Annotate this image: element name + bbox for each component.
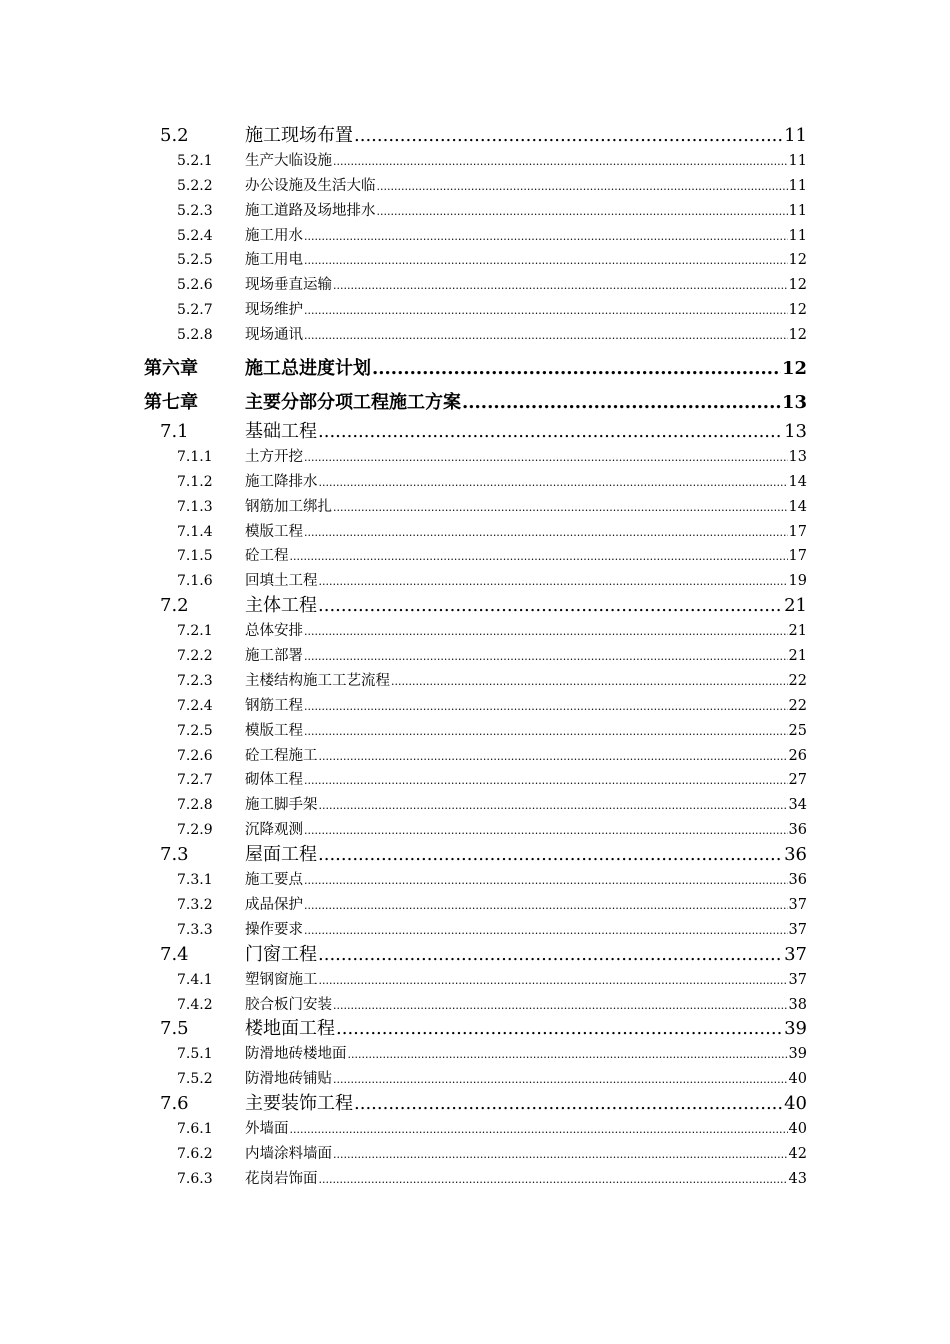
- toc-subsection-entry[interactable]: [0, 694, 950, 719]
- toc-section-entry[interactable]: [0, 1092, 950, 1117]
- toc-dot-leader: [318, 420, 783, 445]
- toc-entry-number: 7.1: [160, 421, 189, 443]
- toc-entry-number: 7.3.1: [177, 872, 213, 889]
- toc-entry-number: 7.5: [160, 1018, 189, 1040]
- toc-entry-body: [245, 248, 807, 274]
- toc-entry-number: 7.6.2: [177, 1145, 213, 1162]
- toc-entry-page-number: 36: [788, 872, 807, 889]
- toc-entry-page-number: 36: [788, 822, 807, 839]
- toc-entry-page-number: 11: [784, 125, 807, 146]
- toc-entry-page-number: 11: [788, 202, 807, 219]
- toc-subsection-entry[interactable]: [0, 768, 950, 793]
- toc-entry-title: 主要装饰工程: [245, 1093, 353, 1115]
- toc-entry-page-number: 37: [784, 943, 807, 965]
- toc-entry-number: 7.5.1: [177, 1046, 213, 1063]
- toc-dot-leader: [304, 299, 788, 324]
- toc-dot-leader: [304, 225, 788, 250]
- toc-entry-body: [245, 1042, 807, 1068]
- toc-entry-number: 7.4.2: [177, 996, 213, 1013]
- toc-entry-page-number: 17: [788, 548, 807, 565]
- toc-subsection-entry[interactable]: [0, 968, 950, 993]
- toc-entry-title: 主体工程: [245, 595, 317, 617]
- toc-dot-leader: [304, 869, 788, 894]
- toc-dot-leader: [318, 594, 783, 619]
- toc-entry-body: [245, 943, 807, 968]
- toc-entry-number: 7.2.4: [177, 697, 213, 714]
- toc-entry-page-number: 40: [788, 1071, 807, 1088]
- toc-entry-title: 施工降排水: [245, 473, 318, 490]
- toc-entry-body: [245, 1167, 807, 1193]
- toc-subsection-entry[interactable]: [0, 298, 950, 323]
- toc-entry-page-number: 42: [788, 1145, 807, 1162]
- toc-entry-page-number: 11: [788, 177, 807, 194]
- toc-entry-number: 7.1.5: [177, 548, 213, 565]
- toc-entry-title: 砼工程: [245, 548, 289, 565]
- toc-subsection-entry[interactable]: [0, 248, 950, 273]
- toc-entry-title: 土方开挖: [245, 448, 303, 465]
- toc-entry-title: 主楼结构施工工艺流程: [245, 672, 390, 689]
- toc-dot-leader: [318, 943, 783, 968]
- toc-section-entry[interactable]: [0, 943, 950, 968]
- toc-entry-number: 7.3.2: [177, 896, 213, 913]
- toc-entry-title: 施工总进度计划: [245, 358, 371, 380]
- toc-entry-body: [245, 174, 807, 200]
- toc-entry-number: 5.2.1: [177, 152, 213, 169]
- toc-dot-leader: [304, 919, 788, 944]
- toc-entry-title: 现场垂直运输: [245, 277, 332, 294]
- toc-entry-body: [245, 644, 807, 670]
- toc-entry-body: [245, 544, 807, 570]
- toc-entry-number: 7.6.1: [177, 1120, 213, 1137]
- toc-entry-page-number: 12: [788, 277, 807, 294]
- toc-entry-page-number: 27: [788, 772, 807, 789]
- toc-entry-number: 7.1.2: [177, 473, 213, 490]
- toc-section-entry[interactable]: [0, 843, 950, 868]
- toc-entry-number: 7.1.3: [177, 498, 213, 515]
- toc-entry-title: 施工脚手架: [245, 797, 318, 814]
- toc-entry-body: [245, 1117, 807, 1143]
- toc-entry-number: 7.6: [160, 1093, 189, 1115]
- toc-subsection-entry[interactable]: [0, 323, 950, 348]
- toc-entry-number: 第六章: [144, 358, 198, 380]
- toc-subsection-entry[interactable]: [0, 199, 950, 224]
- toc-entry-body: [245, 520, 807, 546]
- toc-entry-title: 花岗岩饰面: [245, 1170, 318, 1187]
- toc-entry-body: [245, 323, 807, 349]
- toc-entry-body: [245, 719, 807, 745]
- toc-entry-number: 7.2.6: [177, 747, 213, 764]
- toc-dot-leader: [290, 1118, 788, 1143]
- toc-subsection-entry[interactable]: [0, 149, 950, 174]
- toc-entry-number: 7.3: [160, 844, 189, 866]
- toc-dot-leader: [333, 1068, 788, 1093]
- toc-entry-number: 第七章: [144, 392, 198, 414]
- toc-entry-title: 外墙面: [245, 1120, 289, 1137]
- toc-entry-title: 防滑地砖铺贴: [245, 1071, 332, 1088]
- toc-entry-number: 7.1.1: [177, 448, 213, 465]
- toc-dot-leader: [462, 386, 781, 420]
- toc-entry-body: [245, 124, 807, 149]
- toc-entry-title: 成品保护: [245, 896, 303, 913]
- toc-subsection-entry[interactable]: [0, 918, 950, 943]
- toc-entry-title: 门窗工程: [245, 943, 317, 965]
- toc-entry-number: 5.2.4: [177, 227, 213, 244]
- toc-subsection-entry[interactable]: [0, 893, 950, 918]
- toc-entry-title: 施工用水: [245, 227, 303, 244]
- toc-entry-page-number: 13: [784, 421, 807, 443]
- toc-entry-page-number: 12: [788, 252, 807, 269]
- toc-dot-leader: [348, 1043, 788, 1068]
- toc-entry-title: 防滑地砖楼地面: [245, 1046, 347, 1063]
- toc-entry-page-number: 37: [788, 921, 807, 938]
- toc-entry-body: [245, 619, 807, 645]
- toc-subsection-entry[interactable]: [0, 1067, 950, 1092]
- toc-entry-body: [245, 352, 807, 386]
- toc-entry-body: [245, 149, 807, 175]
- toc-entry-title: 沉降观测: [245, 822, 303, 839]
- toc-entry-page-number: 12: [788, 327, 807, 344]
- toc-subsection-entry[interactable]: [0, 544, 950, 569]
- toc-entry-page-number: 17: [788, 523, 807, 540]
- toc-entry-title: 现场维护: [245, 302, 303, 319]
- toc-entry-number: 7.2.1: [177, 623, 213, 640]
- toc-dot-leader: [304, 620, 788, 645]
- toc-dot-leader: [319, 745, 788, 770]
- toc-entry-title: 施工道路及场地排水: [245, 202, 376, 219]
- toc-dot-leader: [304, 446, 788, 471]
- toc-entry-title: 屋面工程: [245, 844, 317, 866]
- toc-entry-number: 7.1.6: [177, 573, 213, 590]
- toc-entry-page-number: 12: [788, 302, 807, 319]
- toc-dot-leader: [319, 570, 788, 595]
- toc-dot-leader: [304, 894, 788, 919]
- toc-entry-body: [245, 768, 807, 794]
- toc-entry-number: 7.2.2: [177, 648, 213, 665]
- toc-entry-number: 5.2.2: [177, 177, 213, 194]
- toc-entry-number: 7.2.8: [177, 797, 213, 814]
- toc-entry-number: 5.2.7: [177, 302, 213, 319]
- toc-entry-body: [245, 273, 807, 299]
- toc-subsection-entry[interactable]: [0, 868, 950, 893]
- toc-entry-title: 胶合板门安装: [245, 996, 332, 1013]
- toc-subsection-entry[interactable]: [0, 619, 950, 644]
- toc-entry-number: 7.1.4: [177, 523, 213, 540]
- toc-entry-title: 模版工程: [245, 523, 303, 540]
- toc-entry-title: 钢筋加工绑扎: [245, 498, 332, 515]
- toc-entry-page-number: 22: [788, 697, 807, 714]
- toc-dot-leader: [290, 545, 788, 570]
- toc-subsection-entry[interactable]: [0, 520, 950, 545]
- toc-dot-leader: [304, 645, 788, 670]
- toc-entry-number: 7.2.9: [177, 822, 213, 839]
- toc-dot-leader: [304, 324, 788, 349]
- toc-chapter-entry[interactable]: [0, 352, 950, 386]
- toc-dot-leader: [319, 969, 788, 994]
- toc-subsection-entry[interactable]: [0, 470, 950, 495]
- toc-entry-body: [245, 918, 807, 944]
- toc-entry-page-number: 43: [788, 1170, 807, 1187]
- toc-dot-leader: [333, 994, 788, 1019]
- toc-subsection-entry[interactable]: [0, 993, 950, 1018]
- toc-entry-body: [245, 1092, 807, 1117]
- toc-dot-leader: [318, 843, 783, 868]
- toc-entry-body: [245, 868, 807, 894]
- toc-subsection-entry[interactable]: [0, 569, 950, 594]
- toc-entry-number: 7.6.3: [177, 1170, 213, 1187]
- toc-subsection-entry[interactable]: [0, 445, 950, 470]
- toc-subsection-entry[interactable]: [0, 744, 950, 769]
- toc-entry-title: 塑钢窗施工: [245, 971, 318, 988]
- toc-subsection-entry[interactable]: [0, 793, 950, 818]
- toc-dot-leader: [336, 1017, 783, 1042]
- toc-entry-body: [245, 594, 807, 619]
- toc-entry-number: 7.4.1: [177, 971, 213, 988]
- toc-entry-title: 钢筋工程: [245, 697, 303, 714]
- toc-entry-number: 7.5.2: [177, 1071, 213, 1088]
- toc-dot-leader: [304, 720, 788, 745]
- toc-entry-page-number: 25: [788, 722, 807, 739]
- toc-entry-page-number: 37: [788, 971, 807, 988]
- toc-section-entry[interactable]: [0, 1017, 950, 1042]
- toc-dot-leader: [377, 200, 788, 225]
- toc-dot-leader: [354, 1092, 783, 1117]
- toc-dot-leader: [391, 670, 788, 695]
- toc-entry-title: 施工部署: [245, 648, 303, 665]
- toc-section-entry[interactable]: [0, 594, 950, 619]
- toc-entry-body: [245, 199, 807, 225]
- table-of-contents: [0, 124, 950, 1192]
- toc-entry-number: 7.4: [160, 943, 189, 965]
- toc-entry-title: 楼地面工程: [245, 1018, 335, 1040]
- toc-subsection-entry[interactable]: [0, 719, 950, 744]
- toc-entry-page-number: 26: [788, 747, 807, 764]
- toc-entry-title: 砌体工程: [245, 772, 303, 789]
- toc-entry-number: 5.2: [160, 125, 189, 146]
- toc-entry-title: 操作要求: [245, 921, 303, 938]
- toc-entry-title: 砼工程施工: [245, 747, 318, 764]
- toc-entry-page-number: 21: [788, 623, 807, 640]
- toc-dot-leader: [333, 1143, 788, 1168]
- toc-entry-body: [245, 893, 807, 919]
- toc-entry-page-number: 14: [788, 473, 807, 490]
- toc-entry-page-number: 21: [788, 648, 807, 665]
- toc-subsection-entry[interactable]: [0, 1042, 950, 1067]
- toc-entry-number: 7.3.3: [177, 921, 213, 938]
- toc-entry-title: 基础工程: [245, 421, 317, 443]
- toc-subsection-entry[interactable]: [0, 1167, 950, 1192]
- toc-entry-body: [245, 694, 807, 720]
- toc-entry-number: 5.2.3: [177, 202, 213, 219]
- toc-subsection-entry[interactable]: [0, 495, 950, 520]
- toc-entry-page-number: 37: [788, 896, 807, 913]
- toc-section-entry[interactable]: [0, 420, 950, 445]
- toc-entry-title: 施工现场布置: [245, 125, 353, 146]
- toc-subsection-entry[interactable]: [0, 273, 950, 298]
- toc-subsection-entry[interactable]: [0, 1117, 950, 1142]
- toc-entry-page-number: 40: [784, 1093, 807, 1115]
- toc-dot-leader: [304, 249, 788, 274]
- toc-dot-leader: [304, 819, 788, 844]
- toc-entry-title: 内墙涂料墙面: [245, 1145, 332, 1162]
- toc-entry-page-number: 36: [784, 844, 807, 866]
- toc-dot-leader: [319, 794, 788, 819]
- toc-entry-number: 7.2.7: [177, 772, 213, 789]
- toc-entry-page-number: 11: [788, 227, 807, 244]
- toc-chapter-entry[interactable]: [0, 386, 950, 420]
- toc-entry-page-number: 40: [788, 1120, 807, 1137]
- toc-entry-number: 5.2.8: [177, 327, 213, 344]
- toc-dot-leader: [333, 150, 788, 175]
- toc-entry-number: 7.2.3: [177, 672, 213, 689]
- toc-entry-body: [245, 1067, 807, 1093]
- toc-subsection-entry[interactable]: [0, 818, 950, 843]
- toc-entry-page-number: 14: [788, 498, 807, 515]
- toc-section-entry[interactable]: [0, 124, 950, 149]
- toc-dot-leader: [304, 521, 788, 546]
- toc-entry-page-number: 11: [788, 152, 807, 169]
- toc-entry-page-number: 39: [784, 1018, 807, 1040]
- toc-dot-leader: [319, 1168, 788, 1193]
- toc-entry-title: 模版工程: [245, 722, 303, 739]
- toc-dot-leader: [319, 471, 788, 496]
- toc-entry-page-number: 12: [781, 358, 807, 380]
- toc-entry-page-number: 13: [788, 448, 807, 465]
- toc-entry-number: 7.2.5: [177, 722, 213, 739]
- toc-dot-leader: [333, 274, 788, 299]
- toc-entry-body: [245, 224, 807, 250]
- toc-entry-page-number: 19: [788, 573, 807, 590]
- toc-entry-body: [245, 569, 807, 595]
- toc-entry-page-number: 13: [781, 392, 807, 414]
- toc-subsection-entry[interactable]: [0, 174, 950, 199]
- toc-entry-body: [245, 445, 807, 471]
- toc-entry-body: [245, 793, 807, 819]
- toc-entry-body: [245, 420, 807, 445]
- toc-dot-leader: [333, 496, 788, 521]
- toc-entry-title: 总体安排: [245, 623, 303, 640]
- toc-entry-page-number: 21: [784, 595, 807, 617]
- toc-entry-page-number: 39: [788, 1046, 807, 1063]
- toc-subsection-entry[interactable]: [0, 224, 950, 249]
- toc-entry-title: 施工用电: [245, 252, 303, 269]
- toc-entry-title: 办公设施及生活大临: [245, 177, 376, 194]
- toc-entry-body: [245, 818, 807, 844]
- toc-entry-body: [245, 993, 807, 1019]
- toc-entry-title: 回填土工程: [245, 573, 318, 590]
- toc-dot-leader: [304, 695, 788, 720]
- toc-entry-body: [245, 470, 807, 496]
- toc-entry-body: [245, 968, 807, 994]
- toc-entry-body: [245, 843, 807, 868]
- toc-entry-number: 7.2: [160, 595, 189, 617]
- toc-entry-body: [245, 744, 807, 770]
- toc-entry-title: 生产大临设施: [245, 152, 332, 169]
- toc-entry-body: [245, 386, 807, 420]
- toc-entry-number: 5.2.6: [177, 277, 213, 294]
- toc-dot-leader: [372, 352, 781, 386]
- toc-subsection-entry[interactable]: [0, 669, 950, 694]
- toc-entry-title: 主要分部分项工程施工方案: [245, 392, 461, 414]
- toc-dot-leader: [377, 175, 788, 200]
- toc-entry-body: [245, 1017, 807, 1042]
- toc-subsection-entry[interactable]: [0, 1142, 950, 1167]
- toc-dot-leader: [354, 124, 783, 149]
- toc-subsection-entry[interactable]: [0, 644, 950, 669]
- toc-entry-page-number: 38: [788, 996, 807, 1013]
- toc-entry-body: [245, 1142, 807, 1168]
- toc-entry-title: 施工要点: [245, 872, 303, 889]
- toc-entry-page-number: 22: [788, 672, 807, 689]
- toc-entry-number: 5.2.5: [177, 252, 213, 269]
- toc-entry-title: 现场通讯: [245, 327, 303, 344]
- toc-entry-body: [245, 669, 807, 695]
- toc-entry-body: [245, 298, 807, 324]
- toc-dot-leader: [304, 769, 788, 794]
- toc-entry-page-number: 34: [788, 797, 807, 814]
- toc-entry-body: [245, 495, 807, 521]
